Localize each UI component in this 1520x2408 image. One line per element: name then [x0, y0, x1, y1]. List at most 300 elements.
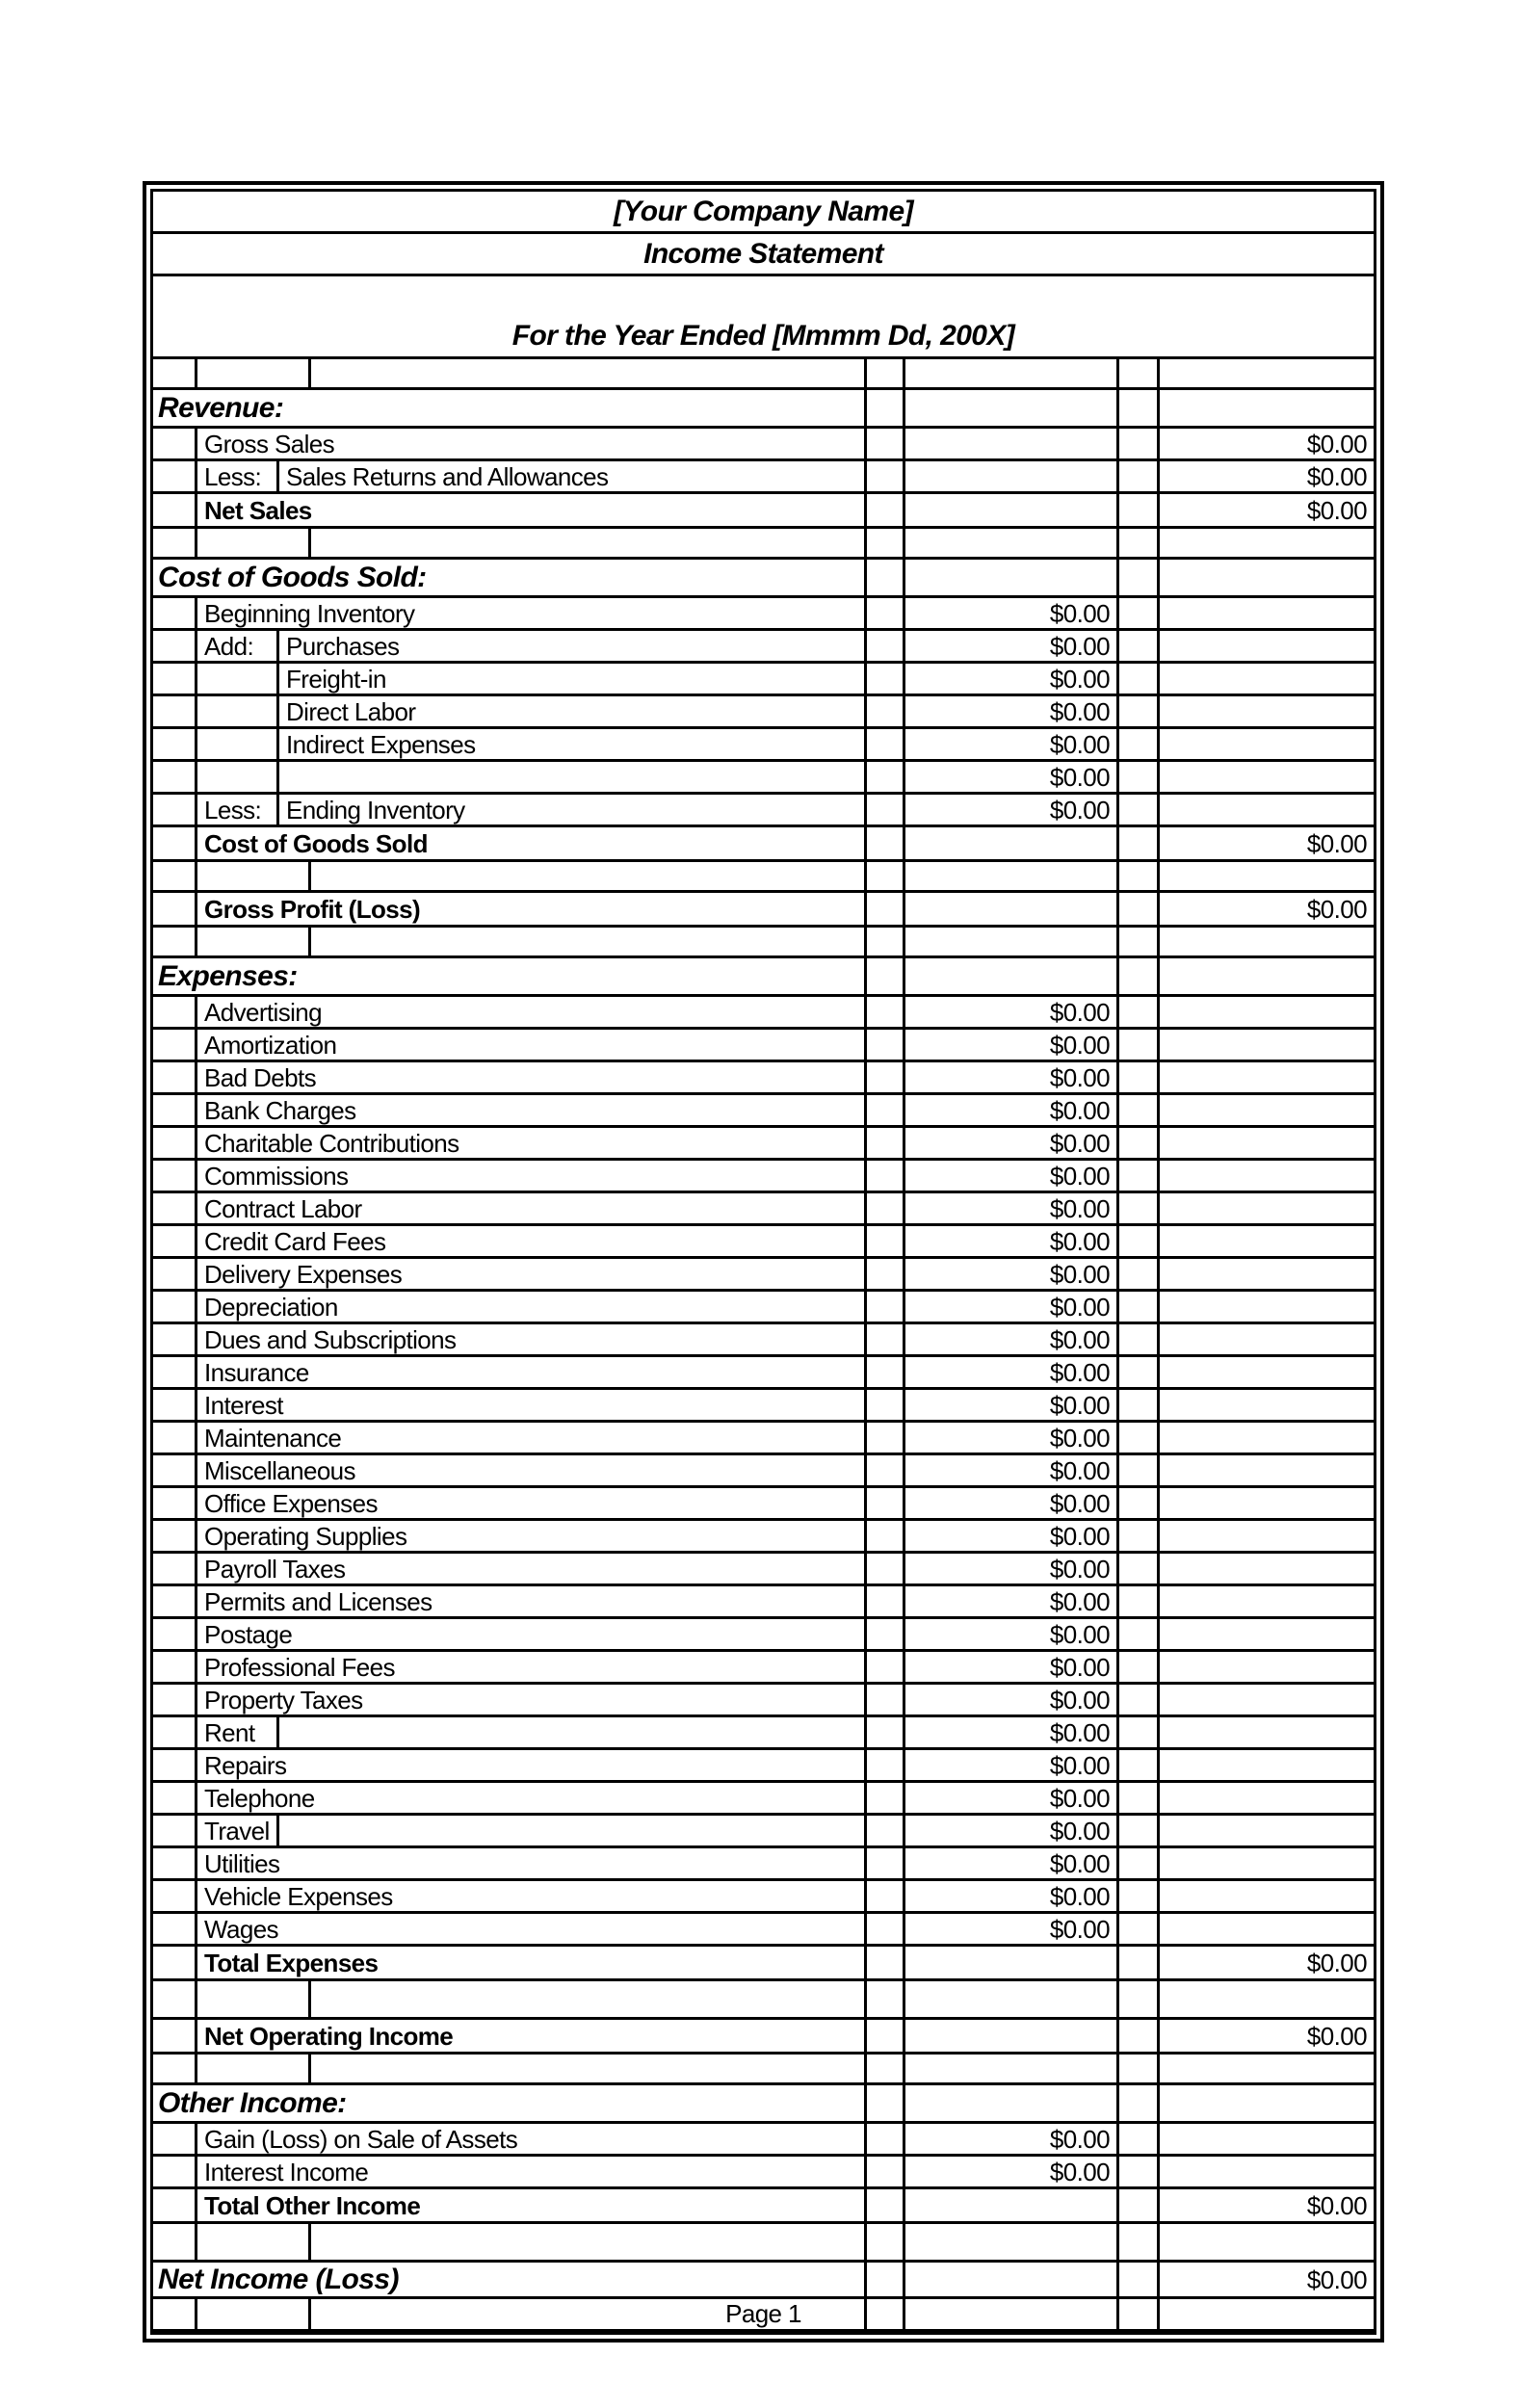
cell-amount-g	[1160, 631, 1374, 661]
row-spacer	[153, 928, 1374, 958]
cell-desc-empty	[279, 1816, 867, 1845]
cell-spacer-f	[1119, 1324, 1160, 1354]
cell-spacer-d	[867, 1357, 905, 1387]
cell-indent-a	[153, 494, 197, 526]
item-label: Operating Supplies	[197, 1521, 867, 1551]
cell-spacer-d	[867, 729, 905, 759]
cell-amount-g	[1160, 2085, 1374, 2121]
cell-amount-g	[1160, 729, 1374, 759]
cell-spacer-f	[1119, 1685, 1160, 1714]
amount-cell: $0.00	[905, 598, 1119, 628]
row-travel	[153, 1816, 1374, 1848]
row-spacer	[153, 529, 1374, 560]
cell-spacer-d	[867, 1128, 905, 1158]
row-charitable-contributions	[153, 1128, 1374, 1161]
row-credit-card-fees	[153, 1226, 1374, 1259]
cell-amount-g	[1160, 1521, 1374, 1551]
total-label: Total Expenses	[197, 1947, 867, 1978]
cell-spacer-f	[1119, 1193, 1160, 1223]
cell-amount-g	[1160, 795, 1374, 824]
cell-amount-e	[905, 529, 1119, 557]
row-direct-labor	[153, 696, 1374, 729]
amount-cell: $0.00	[905, 1783, 1119, 1813]
title-text: [Your Company Name]	[614, 195, 913, 227]
cell-spacer-b	[197, 2224, 311, 2260]
cell-indent-a	[153, 2020, 197, 2052]
row-miscellaneous	[153, 1455, 1374, 1488]
item-label: Travel	[197, 1816, 279, 1845]
row-cost-of-goods-sold	[153, 560, 1374, 598]
cell-indent-a	[153, 1717, 197, 1747]
amount-cell: $0.00	[1306, 894, 1367, 924]
cell-indent-a	[153, 2055, 197, 2082]
cell-indent-a	[153, 1521, 197, 1551]
cell-spacer-f	[1119, 1783, 1160, 1813]
cell-spacer-f	[1119, 359, 1160, 387]
cell-spacer-f	[1119, 862, 1160, 890]
cell-amount-e	[905, 893, 1119, 925]
cell-indent-a	[153, 1030, 197, 1060]
cell-amount-e	[905, 2055, 1119, 2082]
cell-spacer-d	[867, 2263, 905, 2296]
cell-indent-a	[153, 1981, 197, 2017]
cell-amount-g	[1160, 529, 1374, 557]
prefix-label: Add:	[197, 631, 279, 661]
cell-amount-g	[1160, 1981, 1374, 2017]
amount-cell: $0.00	[905, 1914, 1119, 1944]
row-indirect-expenses	[153, 729, 1374, 762]
total-label: Net Sales	[197, 494, 867, 526]
cell-amount-g	[1160, 958, 1374, 994]
cell-indent-a	[153, 696, 197, 726]
cell-indent-a	[153, 862, 197, 890]
row-income-statement	[153, 234, 1374, 276]
item-label: Rent	[197, 1717, 279, 1747]
amount-cell: $0.00	[905, 1685, 1119, 1714]
cell-spacer-f	[1119, 2085, 1160, 2121]
item-label: Ending Inventory	[279, 795, 867, 824]
cell-indent-a	[153, 631, 197, 661]
row-postage	[153, 1619, 1374, 1652]
cell-spacer-d	[867, 1455, 905, 1485]
row-telephone	[153, 1783, 1374, 1816]
cell-amount-e	[905, 2020, 1119, 2052]
cell-indent-a	[153, 1259, 197, 1289]
cell-amount-g	[1160, 1750, 1374, 1780]
cell-spacer-f	[1119, 1259, 1160, 1289]
cell-amount-g	[1160, 1292, 1374, 1322]
cell-indent-a	[153, 1554, 197, 1584]
cell-amount-g	[1160, 1586, 1374, 1616]
row-advertising	[153, 997, 1374, 1030]
row-operating-supplies	[153, 1521, 1374, 1554]
cell-amount-g	[1160, 1488, 1374, 1518]
amount-cell: $0.00	[905, 1816, 1119, 1845]
row-total-other-income	[153, 2189, 1374, 2224]
cell-indent-a	[153, 1193, 197, 1223]
cell-spacer-d	[867, 1981, 905, 2017]
amount-cell: $0.00	[905, 1030, 1119, 1060]
cell-spacer-f	[1119, 1390, 1160, 1420]
amount-cell: $0.00	[905, 1455, 1119, 1485]
cell-amount-e	[905, 494, 1119, 526]
section-label: Cost of Goods Sold:	[153, 560, 867, 595]
amount-cell: $0.00	[905, 1062, 1119, 1092]
amount-cell: $0.00	[905, 1848, 1119, 1878]
cell-amount-e	[905, 928, 1119, 955]
cell-spacer-d	[867, 560, 905, 595]
cell-spacer-d	[867, 1750, 905, 1780]
row-purchases	[153, 631, 1374, 664]
row-your-company-name	[153, 192, 1374, 234]
cell-spacer-f	[1119, 390, 1160, 426]
cell-amount-e	[905, 2299, 1119, 2329]
cell-spacer-f	[1119, 1816, 1160, 1845]
period-text: For the Year Ended [Mmmm Dd, 200X]	[511, 320, 1015, 352]
row-gain-loss-on-sale-of-assets	[153, 2124, 1374, 2157]
cell-amount-g	[1160, 997, 1374, 1027]
cell-spacer-f	[1119, 1226, 1160, 1256]
row-for-the-year-ended-mmmm-dd-200x	[153, 276, 1374, 359]
cell-spacer-d	[867, 795, 905, 824]
cell-spacer-f	[1119, 1488, 1160, 1518]
item-label: Repairs	[197, 1750, 867, 1780]
row-bad-debts	[153, 1062, 1374, 1095]
row-spacer	[153, 2055, 1374, 2085]
cell-amount-g	[1160, 1652, 1374, 1682]
amount-cell: $0.00	[905, 1095, 1119, 1125]
amount-cell: $0.00	[905, 1881, 1119, 1911]
amount-cell: $0.00	[905, 729, 1119, 759]
row-dues-and-subscriptions	[153, 1324, 1374, 1357]
cell-amount-g	[1160, 1357, 1374, 1387]
row-total-expenses	[153, 1947, 1374, 1981]
cell-spacer-b	[197, 359, 311, 387]
cell-indent-a	[153, 2189, 197, 2221]
cell-amount-g	[1160, 359, 1374, 387]
cell-spacer-f	[1119, 2055, 1160, 2082]
cell-spacer-d	[867, 2224, 905, 2260]
cell-amount-g	[1160, 1324, 1374, 1354]
income-statement-grid	[150, 189, 1376, 2335]
cell-indent-a	[153, 1292, 197, 1322]
title-text: Income Statement	[643, 237, 883, 270]
cell-spacer-f	[1119, 529, 1160, 557]
cell-indent-a	[153, 1128, 197, 1158]
cell-spacer-d	[867, 429, 905, 458]
cell-spacer-d	[867, 1619, 905, 1649]
amount-cell: $0.00	[905, 1324, 1119, 1354]
cell-amount-g	[1160, 1259, 1374, 1289]
cell-indent-a	[153, 461, 197, 491]
cell-spacer-d	[867, 1947, 905, 1978]
cell-spacer-d	[867, 2189, 905, 2221]
row-ending-inventory	[153, 795, 1374, 827]
row-professional-fees	[153, 1652, 1374, 1685]
cell-indent-a	[153, 1750, 197, 1780]
cell-amount-e	[905, 461, 1119, 491]
cell-spacer-d	[867, 958, 905, 994]
row-net-sales	[153, 494, 1374, 529]
amount-cell: $0.00	[905, 1259, 1119, 1289]
income-statement-sheet	[143, 181, 1384, 2343]
cell-spacer-d	[867, 1816, 905, 1845]
cell-indent-a	[153, 429, 197, 458]
cell-spacer-d	[867, 1062, 905, 1092]
cell-amount-g	[1160, 762, 1374, 792]
section-label: Other Income:	[153, 2085, 867, 2121]
cell-indent-a	[153, 1586, 197, 1616]
cell-amount-e	[905, 862, 1119, 890]
row-spacer	[153, 862, 1374, 893]
cell-spacer-d	[867, 2055, 905, 2082]
item-label: Interest Income	[197, 2157, 867, 2186]
cell-amount-g	[1160, 1030, 1374, 1060]
cell-desc-empty	[279, 1717, 867, 1747]
row-interest	[153, 1390, 1374, 1423]
item-label: Depreciation	[197, 1292, 867, 1322]
row-spacer	[153, 2224, 1374, 2263]
section-label: Expenses:	[153, 958, 867, 994]
cell-spacer-d	[867, 2157, 905, 2186]
cell-indent-a	[153, 664, 197, 694]
amount-cell: $0.00	[1306, 2264, 1367, 2294]
cell-spacer-f	[1119, 2124, 1160, 2154]
item-label: Gross Sales	[197, 429, 867, 458]
cell-spacer-d	[867, 928, 905, 955]
cell-indent-a	[153, 1783, 197, 1813]
row-wages	[153, 1914, 1374, 1947]
cell-indent-a	[153, 1390, 197, 1420]
cell-spacer-d	[867, 494, 905, 526]
cell-spacer-b	[197, 529, 311, 557]
cell-indent-a	[153, 529, 197, 557]
cell-amount-g	[1160, 928, 1374, 955]
cell-amount-g	[1160, 1390, 1374, 1420]
row-maintenance	[153, 1423, 1374, 1455]
cell-spacer-f	[1119, 1062, 1160, 1092]
cell-spacer-d	[867, 997, 905, 1027]
cell-indent-b	[197, 729, 279, 759]
amount-cell: $0.00	[1306, 828, 1367, 858]
row-interest-income	[153, 2157, 1374, 2189]
cell-spacer-d	[867, 1848, 905, 1878]
cell-spacer-f	[1119, 1292, 1160, 1322]
cell-amount-e	[905, 1947, 1119, 1978]
cell-amount-g	[1160, 1455, 1374, 1485]
cell-indent-b	[197, 664, 279, 694]
total-label: Cost of Goods Sold	[197, 827, 867, 859]
amount-cell: $0.00	[905, 1750, 1119, 1780]
cell-spacer-d	[867, 2020, 905, 2052]
item-label: Miscellaneous	[197, 1455, 867, 1485]
cell-amount-g	[1160, 1128, 1374, 1158]
row-office-expenses	[153, 1488, 1374, 1521]
cell-spacer-d	[867, 1685, 905, 1714]
cell-spacer-f	[1119, 1357, 1160, 1387]
cell-indent-a	[153, 795, 197, 824]
cell-indent-a	[153, 1947, 197, 1978]
item-label: Charitable Contributions	[197, 1128, 867, 1158]
row-payroll-taxes	[153, 1554, 1374, 1586]
cell-indent-a	[153, 1619, 197, 1649]
cell-spacer-c	[311, 2224, 867, 2260]
cell-spacer-d	[867, 631, 905, 661]
cell-indent-a	[153, 1455, 197, 1485]
cell-spacer-f	[1119, 2263, 1160, 2296]
cell-spacer-f	[1119, 1128, 1160, 1158]
row-repairs	[153, 1750, 1374, 1783]
cell-spacer-d	[867, 1521, 905, 1551]
amount-cell: $0.00	[905, 1652, 1119, 1682]
cell-amount-e	[905, 2189, 1119, 2221]
cell-indent-a	[153, 1488, 197, 1518]
cell-spacer-d	[867, 359, 905, 387]
cell-spacer-f	[1119, 729, 1160, 759]
amount-cell: $0.00	[905, 1357, 1119, 1387]
item-label: Professional Fees	[197, 1652, 867, 1682]
amount-cell: $0.00	[1306, 2190, 1367, 2220]
cell-spacer-f	[1119, 1848, 1160, 1878]
amount-cell: $0.00	[905, 997, 1119, 1027]
cell-spacer-f	[1119, 1554, 1160, 1584]
cell-amount-e	[905, 390, 1119, 426]
item-label: Direct Labor	[279, 696, 867, 726]
cell-spacer-d	[867, 1259, 905, 1289]
amount-cell: $0.00	[1306, 495, 1367, 525]
cell-spacer-d	[867, 893, 905, 925]
cell-amount-g	[1160, 1816, 1374, 1845]
amount-cell: $0.00	[905, 2157, 1119, 2186]
item-label: Bank Charges	[197, 1095, 867, 1125]
row-spacer	[153, 359, 1374, 390]
cell-indent-a	[153, 1357, 197, 1387]
amount-cell: $0.00	[905, 1128, 1119, 1158]
cell-amount-e	[905, 429, 1119, 458]
cell-amount-e	[905, 827, 1119, 859]
row-property-taxes	[153, 1685, 1374, 1717]
cell-spacer-b	[197, 862, 311, 890]
cell-spacer-f	[1119, 2224, 1160, 2260]
row-revenue	[153, 390, 1374, 429]
cell-spacer-b	[197, 928, 311, 955]
cell-spacer-f	[1119, 2157, 1160, 2186]
cell-indent-a	[153, 928, 197, 955]
cell-spacer-f	[1119, 762, 1160, 792]
amount-cell: $0.00	[905, 664, 1119, 694]
cell-amount-e	[905, 2224, 1119, 2260]
cell-spacer-f	[1119, 631, 1160, 661]
cell-spacer-f	[1119, 664, 1160, 694]
row-utilities	[153, 1848, 1374, 1881]
item-label: Sales Returns and Allowances	[279, 461, 867, 491]
cell-amount-g	[1160, 598, 1374, 628]
cell-spacer-c	[311, 1981, 867, 2017]
cell-spacer-f	[1119, 1652, 1160, 1682]
cell-spacer-c	[311, 359, 867, 387]
cell-amount-g	[1160, 390, 1374, 426]
cell-spacer-d	[867, 1193, 905, 1223]
cell-spacer-d	[867, 1554, 905, 1584]
item-label: Indirect Expenses	[279, 729, 867, 759]
cell-spacer-f	[1119, 1423, 1160, 1453]
cell-indent-a	[153, 1324, 197, 1354]
cell-spacer-d	[867, 1095, 905, 1125]
item-label: Utilities	[197, 1848, 867, 1878]
item-label: Credit Card Fees	[197, 1226, 867, 1256]
grand-total-label: Net Income (Loss)	[153, 2263, 867, 2296]
row-beginning-inventory	[153, 598, 1374, 631]
amount-cell: $0.00	[905, 1717, 1119, 1747]
row-delivery-expenses	[153, 1259, 1374, 1292]
cell-spacer-d	[867, 862, 905, 890]
cell-amount-e	[905, 560, 1119, 595]
amount-cell: $0.00	[905, 631, 1119, 661]
cell-amount-e	[905, 2085, 1119, 2121]
prefix-label: Less:	[197, 795, 279, 824]
cell-spacer-d	[867, 696, 905, 726]
cell-amount-g	[1160, 1193, 1374, 1223]
cell-amount-g	[1160, 2055, 1374, 2082]
cell-indent-a	[153, 1062, 197, 1092]
cell-spacer-f	[1119, 1881, 1160, 1911]
item-label: Office Expenses	[197, 1488, 867, 1518]
cell-indent-a	[153, 997, 197, 1027]
row-permits-and-licenses	[153, 1586, 1374, 1619]
item-label: Dues and Subscriptions	[197, 1324, 867, 1354]
total-label: Gross Profit (Loss)	[197, 893, 867, 925]
cell-amount-g	[1160, 1226, 1374, 1256]
cell-spacer-d	[867, 1881, 905, 1911]
cell-spacer-f	[1119, 1619, 1160, 1649]
cell-spacer-d	[867, 1488, 905, 1518]
cell-spacer-d	[867, 1423, 905, 1453]
row-sales-returns-and-allowances	[153, 461, 1374, 494]
total-label: Total Other Income	[197, 2189, 867, 2221]
cell-amount-g	[1160, 1914, 1374, 1944]
cell-indent-a	[153, 2224, 197, 2260]
cell-amount-g	[1160, 1881, 1374, 1911]
cell-indent-a	[153, 1095, 197, 1125]
cell-spacer-d	[867, 1161, 905, 1191]
cell-amount-g	[1160, 2299, 1374, 2329]
cell-indent-a	[153, 2299, 197, 2329]
cell-spacer-f	[1119, 1455, 1160, 1485]
amount-cell: $0.00	[905, 1619, 1119, 1649]
cell-spacer-f	[1119, 2189, 1160, 2221]
cell-spacer-d	[867, 1652, 905, 1682]
item-label: Property Taxes	[197, 1685, 867, 1714]
cell-spacer-b	[197, 2055, 311, 2082]
cell-amount-g	[1160, 1554, 1374, 1584]
cell-amount-g	[1160, 1095, 1374, 1125]
cell-spacer-d	[867, 2124, 905, 2154]
cell-amount-e	[905, 958, 1119, 994]
amount-cell: $0.00	[905, 1292, 1119, 1322]
cell-spacer-d	[867, 1226, 905, 1256]
row-other-income	[153, 2085, 1374, 2124]
amount-cell: $0.00	[905, 1586, 1119, 1616]
cell-indent-a	[153, 827, 197, 859]
cell-spacer-f	[1119, 1095, 1160, 1125]
cell-amount-g	[1160, 664, 1374, 694]
cell-spacer-d	[867, 2299, 905, 2329]
cell-spacer-f	[1119, 1717, 1160, 1747]
row-spacer	[153, 1981, 1374, 2020]
row-insurance	[153, 1357, 1374, 1390]
page-number: Page 1	[725, 2299, 801, 2328]
item-label: Interest	[197, 1390, 867, 1420]
